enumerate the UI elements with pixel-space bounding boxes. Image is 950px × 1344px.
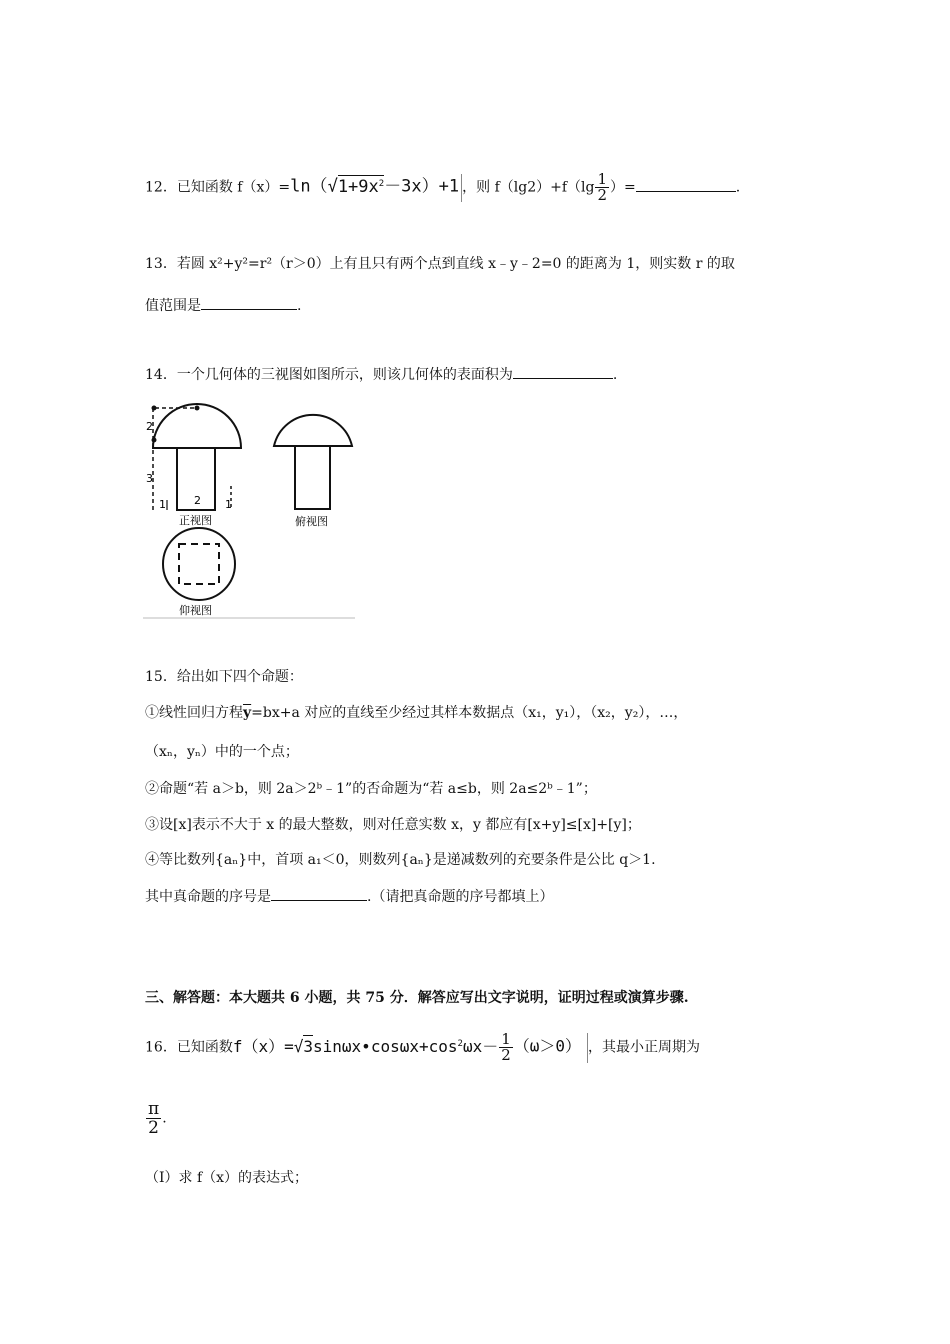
q12-prefix: 12．已知函数 f（x）= bbox=[145, 179, 291, 196]
q16-formula: $f(x)=√3\sin\omega x•\cos\omega x+\cos^2\omega x-$ bbox=[232, 1036, 499, 1056]
question-15-ask: 其中真命题的序号是 .（请把真命题的序号都填上） bbox=[145, 886, 553, 907]
q12-answer-blank[interactable] bbox=[636, 177, 736, 192]
question-12: 12．已知函数 $f(x)=\ln(√1+9x^2-3x)+1$ ，则 f（lg2）+f（lg $\frac{1}{2}$ ）= . bbox=[145, 170, 741, 204]
dot-marker bbox=[152, 438, 157, 443]
q12-fraction: $\frac{1}{2}$ bbox=[597, 170, 608, 204]
dot-marker bbox=[195, 406, 200, 411]
q15-answer-blank[interactable] bbox=[271, 886, 367, 901]
q16-period: $\frac{\pi}{2}$ . bbox=[148, 1099, 167, 1138]
dim-2-bottom: 2 bbox=[194, 494, 201, 507]
top-view bbox=[274, 415, 352, 509]
question-15-item-1-cont: （xₙ，yₙ）中的一个点； bbox=[145, 744, 299, 760]
question-15-title: 15．给出如下四个命题： bbox=[145, 669, 303, 685]
three-view-figure bbox=[143, 400, 355, 620]
question-15-item-2: ②命题“若 a＞b，则 2a＞2ᵇ﹣1”的否命题为“若 a≤b，则 2a≤2ᵇ﹣1”； bbox=[145, 781, 597, 797]
q12-formula: $\ln(√1+9x^2-3x)+1$ bbox=[290, 176, 460, 197]
bottom-view-label: 仰视图 bbox=[179, 604, 212, 617]
q16-part-1: （I）求 f（x）的表达式； bbox=[145, 1170, 309, 1186]
section-3-heading: 三、解答题：本大题共 6 小题，共 75 分．解答应写出文字说明，证明过程或演算步骤. bbox=[145, 990, 689, 1006]
top-view-label: 俯视图 bbox=[295, 515, 328, 528]
q14-answer-blank[interactable] bbox=[513, 364, 613, 379]
q16-fraction: $\frac{1}{2}$ bbox=[501, 1030, 511, 1064]
question-13-line2: 值范围是 . bbox=[145, 295, 301, 316]
dim-2-top: 2 bbox=[146, 420, 153, 433]
dim-1-left: 1 bbox=[159, 498, 166, 511]
period-fraction: $\frac{\pi}{2}$ bbox=[148, 1099, 160, 1138]
question-15-item-3: ③设[x]表示不大于 x 的最大整数，则对任意实数 x，y 都应有[x+y]≤[x]+[y]； bbox=[145, 817, 641, 833]
y-hat: $\overline{y}$ bbox=[243, 705, 252, 721]
question-14: 14．一个几何体的三视图如图所示，则该几何体的表面积为 . bbox=[145, 364, 617, 385]
question-13-line1: 13．若圆 x²+y²=r²（r＞0）上有且只有两个点到直线 x﹣y﹣2=0 的距离为 1，则实数 r 的取 bbox=[145, 256, 735, 272]
dot-marker bbox=[152, 406, 157, 411]
front-view-label: 正视图 bbox=[179, 514, 212, 527]
question-15-item-4: ④等比数列{aₙ}中，首项 a₁＜0，则数列{aₙ}是递减数列的充要条件是公比 q＞1. bbox=[145, 852, 656, 868]
dim-3: 3 bbox=[146, 472, 153, 485]
question-15-item-1: ①线性回归方程$\overline{y}=bx+a$ 对应的直线至少经过其样本数据点（x₁，y₁），（x₂，y₂），…， bbox=[145, 705, 688, 721]
q12-middle: ，则 f（lg2）+f（lg bbox=[462, 179, 595, 196]
q13-answer-blank[interactable] bbox=[201, 295, 297, 310]
question-16: 16．已知函数$f(x)=√3\sin\omega x•\cos\omega x+\cos^2\omega x-$ $\frac{1}{2}$ （ω＞0） ，其最小正周期为 bbox=[145, 1030, 701, 1064]
dim-1-right: 1 bbox=[225, 498, 232, 511]
bottom-view bbox=[163, 528, 235, 600]
